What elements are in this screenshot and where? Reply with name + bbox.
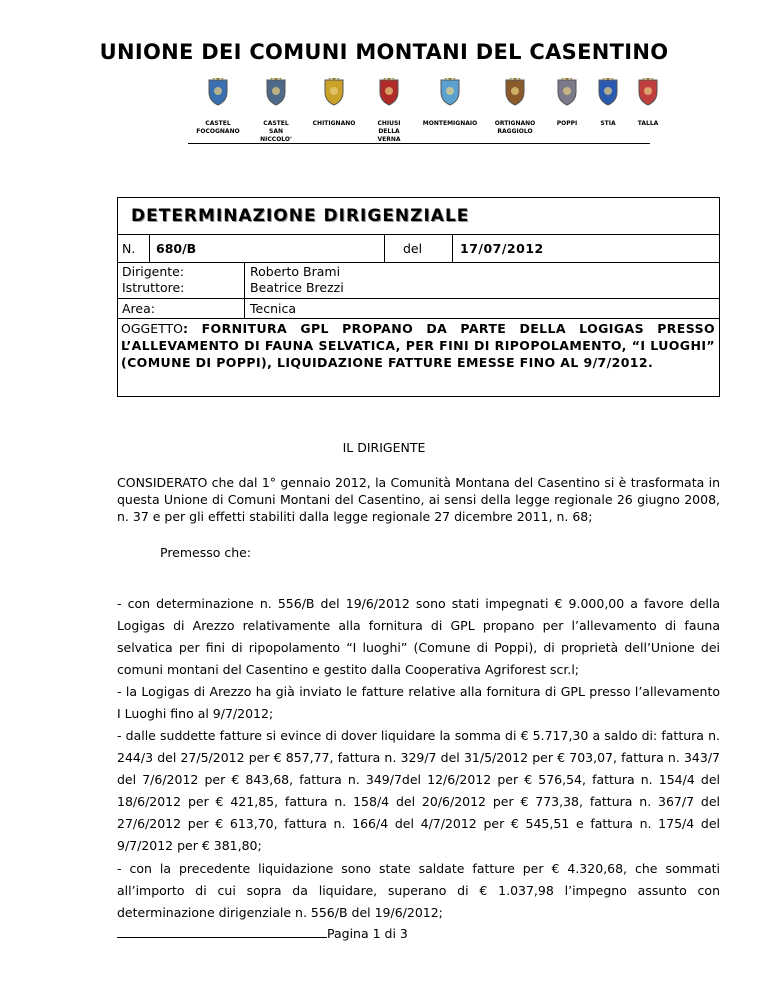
header-divider — [188, 143, 650, 144]
municipality-names — [188, 120, 659, 144]
coat-of-arms-icon — [264, 78, 288, 106]
divider — [118, 234, 719, 235]
coat-of-arms-icon — [555, 78, 579, 106]
paragraph-fatture-inviate: - la Logigas di Arezzo ha già inviato le fatture relative alla fornitura di GPL presso l’allevamento I Luoghi fino al 9/7/2012; — [117, 684, 720, 721]
page-footer — [117, 926, 408, 941]
coat-of-arms-icon — [596, 78, 620, 106]
dirigente-label: Dirigente: — [122, 264, 185, 279]
istruttore-label: Istruttore: — [122, 280, 185, 295]
coat-of-arms-icon — [636, 78, 660, 106]
municipality-name: CASTEL FOCOGNANO — [196, 120, 240, 135]
number-label: N. — [122, 241, 136, 256]
paragraph-precedente-liquidazione: - con la precedente liquidazione sono state saldate fatture per € 4.320,68, che sommati all’importo di cui sopra da liquidare, superano di € 1.037,98 l’impegno assunto con determinazione dirigenziale n. 556/B del 19/6/2012; — [117, 861, 720, 920]
divider — [118, 262, 719, 263]
divider — [384, 234, 385, 262]
coat-of-arms-icon — [438, 78, 462, 106]
footer-rule — [117, 927, 327, 938]
oggetto — [121, 320, 715, 371]
municipality-name: TALLA — [637, 120, 659, 127]
coat-of-arms-icon — [322, 78, 346, 106]
municipality-name: STIA — [600, 120, 616, 127]
paragraph-liquidazione: - dalle suddette fatture si evince di dover liquidare la somma di € 5.717,30 a saldo di: fattura n. 244/3 del 27/5/2012 per € 857,77, fattura n. 329/7 del 31/5/2012 per € 703,07, fattura n. 343/7 del 7/6/2012 per € 843,68, fattura n. 349/7del 12/6/2012 per € 576,54, fattura n. 154/4 del 18/6/2012 per € 421,85, fattura n. 158/4 del 20/6/2012 per € 773,38, fattura n. 367/7 del 27/6/2012 per € 613,70, fattura n. 166/4 del 4/7/2012 per € 545,51 e fattura n. 175/4 del 9/7/2012 per € 381,80; — [117, 728, 720, 853]
determinazione-box — [117, 197, 720, 397]
municipality-name: POPPI — [556, 120, 578, 127]
section-heading: IL DIRIGENTE — [342, 440, 426, 455]
oggetto-text: : FORNITURA GPL PROPANO DA PARTE DELLA LOGIGAS PRESSO L’ALLEVAMENTO DI FAUNA SELVATICA, PER FINI DI RIPOPOLAMENTO, “I LUOGHI” (COMUNE DI POPPI), LIQUIDAZIONE FATTURE EMESSE FINO AL 9/7/2012. — [121, 321, 715, 370]
area-value: Tecnica — [250, 301, 297, 316]
determinazione-title: DETERMINAZIONE DIRIGENZIALE — [131, 206, 470, 226]
divider — [244, 262, 245, 318]
divider — [118, 298, 719, 299]
municipality-name: ORTIGNANO RAGGIOLO — [494, 120, 536, 135]
divider — [118, 318, 719, 319]
page-title: UNIONE DEI COMUNI MONTANI DEL CASENTINO — [99, 40, 669, 64]
considerato-paragraph: CONSIDERATO che dal 1° gennaio 2012, la Comunità Montana del Casentino si è trasformata in questa Unione di Comuni Montani del Casentino, ai sensi della legge regionale 26 giugno 2008, n. 37 e per gli effetti stabiliti dalla legge regionale 27 dicembre 2011, n. 68; — [117, 475, 720, 524]
oggetto-label: OGGETTO — [121, 321, 183, 336]
coat-of-arms-icon — [503, 78, 527, 106]
municipality-crests — [188, 78, 650, 108]
coat-of-arms-icon — [206, 78, 230, 106]
page-number: Pagina 1 di 3 — [327, 926, 408, 941]
divider — [149, 234, 150, 262]
municipality-name: CASTEL SAN NICCOLO' — [260, 120, 292, 143]
istruttore-name: Beatrice Brezzi — [250, 280, 344, 295]
coat-of-arms-icon — [377, 78, 401, 106]
municipality-name: CHIUSI DELLA VERNA — [377, 120, 401, 143]
municipality-name: CHITIGNANO — [312, 120, 356, 127]
municipality-name: MONTEMIGNAIO — [422, 120, 478, 127]
area-label: Area: — [122, 301, 155, 316]
determination-number: 680/B — [156, 241, 197, 256]
paragraph-impegno: - con determinazione n. 556/B del 19/6/2012 sono stati impegnati € 9.000,00 a favore della Logigas di Arezzo relativamente alla fornitura di GPL propano per l’allevamento di fauna selvatica per fini di ripopolamento “I luoghi” (Comune di Poppi), di proprietà dell’Unione dei comuni montani del Casentino e gestito dalla Cooperativa Agriforest scr.l; — [117, 596, 720, 677]
premesso-paragraph: Premesso che: — [160, 545, 252, 560]
dirigente-name: Roberto Brami — [250, 264, 341, 279]
divider — [452, 234, 453, 262]
date-label: del — [403, 241, 423, 256]
determination-date: 17/07/2012 — [460, 241, 544, 256]
